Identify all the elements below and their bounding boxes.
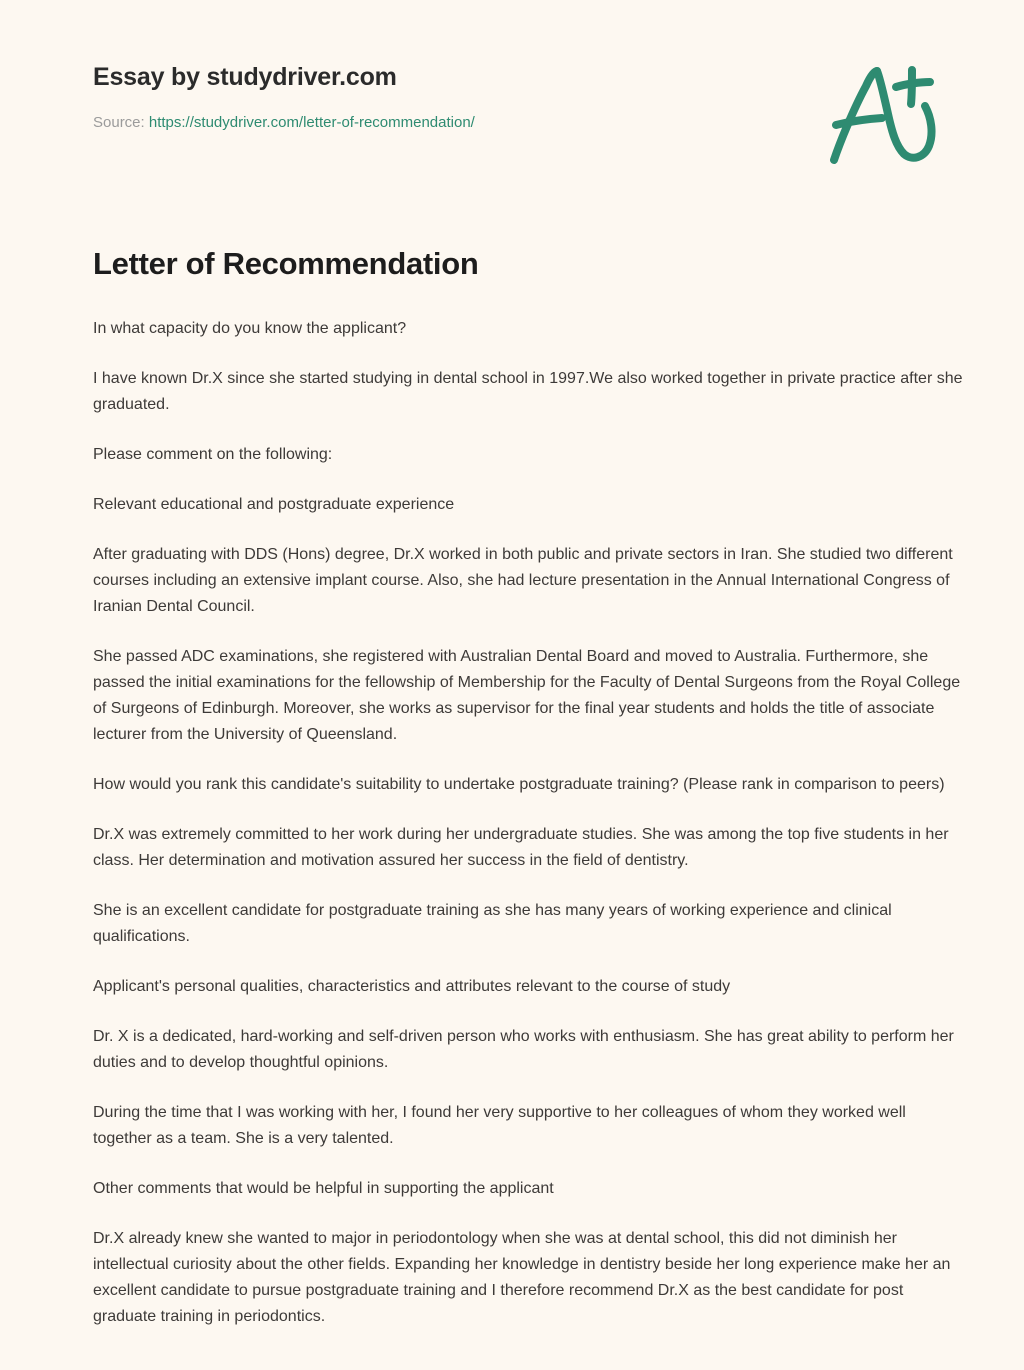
source-label: Source: (93, 114, 145, 131)
paragraph: Applicant's personal qualities, characteristics and attributes relevant to the course of study (93, 978, 731, 996)
page-title: Letter of Recommendation (93, 246, 479, 281)
brand-title: Essay by studydriver.com (93, 63, 397, 91)
paragraph: Dr. X is a dedicated, hard-working and self-driven person who works with enthusiasm. She has great ability to perform her duties and to develop thoughtful opinions. (93, 1028, 954, 1072)
paragraph: Dr.X already knew she wanted to major in periodontology when she was at dental school, this did not diminish her intellectual curiosity about the other fields. Expanding her knowledge in dentistry beside her long experience make her an excellent candidate to pursue postgraduate training and I therefore recommend Dr.X as the best candidate for post graduate training in periodontics. (93, 1230, 951, 1326)
a-plus-logo-icon (824, 62, 948, 166)
page-header (0, 0, 1024, 200)
article (0, 245, 1024, 1370)
paragraph: During the time that I was working with her, I found her very supportive to her colleagues of whom they worked well together as a team. She is a very talented. (93, 1104, 906, 1148)
paragraph: Please comment on the following: (93, 446, 333, 464)
paragraph: After graduating with DDS (Hons) degree, Dr.X worked in both public and private sectors in Iran. She studied two different courses including an extensive implant course. Also, she had lecture presentation in the Annual International Congress of Iranian Dental Council. (93, 546, 953, 616)
paragraph: How would you rank this candidate's suitability to undertake postgraduate training? (Please rank in comparison to peers) (93, 776, 945, 794)
paragraph: Relevant educational and postgraduate experience (93, 496, 455, 514)
paragraph: Other comments that would be helpful in supporting the applicant (93, 1180, 554, 1198)
source-url-link[interactable]: https://studydriver.com/letter-of-recommendation/ (148, 114, 475, 131)
paragraph: She is an excellent candidate for postgraduate training as she has many years of working experience and clinical qualifications. (93, 902, 892, 946)
paragraph: Dr.X was extremely committed to her work during her undergraduate studies. She was among the top five students in her class. Her determination and motivation assured her success in the field of dentistry. (93, 826, 949, 870)
paragraph: I have known Dr.X since she started studying in dental school in 1997.We also worked together in private practice after she graduated. (93, 370, 963, 414)
paragraph: She passed ADC examinations, she registered with Australian Dental Board and moved to Australia. Furthermore, she passed the initial examinations for the fellowship of Membership for the Faculty of Dental Surgeons from the Royal College of Surgeons of Edinburgh. Moreover, she works as supervisor for the final year students and holds the title of associate lecturer from the University of Queensland. (93, 648, 961, 744)
paragraph: In what capacity do you know the applicant? (93, 320, 407, 338)
article-body (93, 316, 966, 1330)
